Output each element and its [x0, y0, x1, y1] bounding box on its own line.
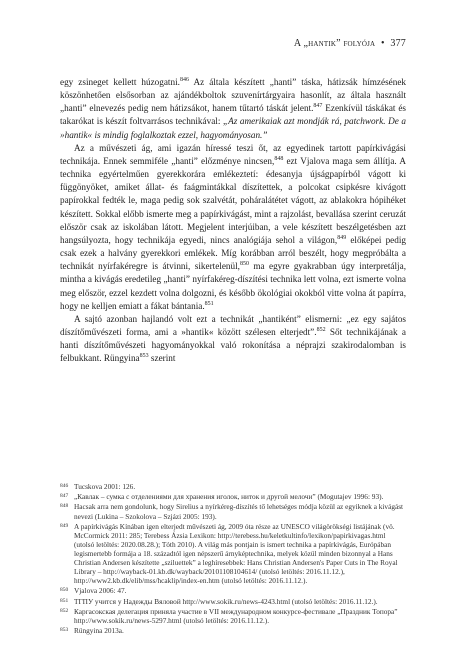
body-text: A sajtó azonban hajlandó volt ezt a technikát „hantiként” elismerni: „ez egy sajátos díszítőművészeti forma, ami a »hantik« között szélesen elterjedt”. — [60, 313, 406, 337]
footnote-ref: 851 — [204, 300, 214, 307]
page-number: 377 — [390, 38, 406, 49]
footnote-text: Каргасокская делегация приняла участие в VII международном конкурсе-фестивале „Праздник Топора” http://www.sokik.ru/news-5297.html (utolsó letöltés: 2016.11.12.). — [74, 606, 398, 625]
footnote-text: A papírkivágás Kínában igen elterjedt művészeti ág, 2009 óta része az UNESCO világörökségi listájának (vö. McCormick 2011: 285; Terebess Ázsia Lexikon: http://terebess.hu/keletkultinfo/lexikon/papirkivagas.html (utolsó letöltés: 2020.08.28.); Tóth 2010). A világ más pontjain is ismert technika a papírkivágás, Európában legismertebb formája a 18. századtól igen népszerű árnyképtechnika, melyek közül minden bizonnyal a Hans Christian Andersen készítette „sziluettek” a leghíresebbek: Hans Christian Andersen's Paper Cuts in The Royal Library – http://wayback-01.kb.dk/wayback/20101108104614/ (utolsó letöltés: 2016.11.12.), http://www2.kb.dk/elib/mss/hcaklip/index-en.htm (utolsó letöltés: 2016.11.12.). — [74, 521, 398, 586]
body-text: szerint — [148, 353, 176, 364]
footnote-number: 852 — [60, 607, 69, 614]
footnote-text: Hacsak arra nem gondolunk, hogy Sirelius a nyírkéreg-díszítés tő lehetséges módja közül az egyiknek a kivágást nevezi (Lukina – Szokolova – Szjázi 2005: 193). — [74, 502, 404, 521]
body-text: Ezenkívül táskákat és takarókat is készít foltvarrásos technikával: — [60, 103, 406, 127]
footnote-text: ТГПУ учится у Надежды Вяловой http://www.sokik.ru/news-4243.html (utolsó letöltés: 2016.11.12.). — [74, 596, 378, 606]
running-head-title: „hantik” folyója — [303, 38, 376, 49]
footnote — [60, 626, 406, 635]
quote-text: „Az amerikaiak azt mondják rá, patchwork. De a »hantik« is mindig foglalkoztak ezzel, hagyományosan.” — [60, 116, 406, 140]
main-text — [60, 76, 406, 365]
body-text: Sőt technikájának a hanti díszítőművészeti hagyományokkal való rokonítása a néprajzi szakirodalomban is felbukkant. Rüngyina — [60, 326, 406, 364]
footnote-ref: 848 — [274, 155, 284, 162]
footnote-text: Rüngyina 2013a. — [74, 626, 124, 636]
footnote — [60, 597, 406, 606]
footnote-number: 850 — [60, 587, 69, 594]
footnote — [60, 607, 406, 625]
footnote-text: Tucskova 2001: 126. — [74, 482, 136, 491]
footnote-number: 851 — [60, 597, 69, 604]
body-text: egy zsineget kellett húzogatni. — [60, 77, 180, 87]
footnote — [60, 482, 406, 491]
body-text: ezt Vjalova maga sem állítja. A technika egyértelműen gyerekkorára emlékeztetí: édesanyja újságpapírból vágott ki függönyöket, amiket állat- és faágmintákkal díszítettek, a polcokat csipkésre kivágott papírokkal fedték le, maga pedig sok szalvétát, poháralátétet vágott, az ablakokra hópihéket készített. Sokkal előbb ismerte meg a papírkivágást, mint a rajzolást, bevallása szerint ceruzát először csak az iskolában látott. Megjelent interjúiban, a vele készített beszélgetésben azt hangsúlyozta, hogy technikája egyedi, nincs analógiája sehol a világon, — [60, 155, 406, 245]
body-text: Az általa készített „hanti” táska, hátizsák hímzésének köszönhetően elsősorban az ajándékboltok szuvenírtárgyaira hasonlít, az általa használt „hanti” elnevezés pedig nem hátizsákot, hanem tűtartó táskát jelent. — [60, 77, 406, 114]
paragraph-1 — [60, 76, 406, 142]
body-text: ma egyre gyakrabban úgy interpretálja, mintha a kivágás eredetileg „hanti” nyírfakéreg-díszítési technika lett volna, ezt ismerte volna meg először, ezzel kezdett volna dolgozni, és később ökológiai okokból vitte volna át papírra, hogy ne kelljen emiatt a fákat bántania. — [60, 261, 406, 311]
footnote-ref: 846 — [179, 76, 189, 83]
body-text: előképei pedig csak ezek a halvány gyerekkori emlékek. Míg korábban arról beszélt, hogy megpróbálta a technikát nyírfakéregre is átvinni, sikertelenül, — [60, 234, 406, 272]
running-head-separator: • — [380, 38, 385, 49]
footnote-ref: 850 — [239, 261, 249, 268]
running-header — [294, 38, 406, 49]
footnote-number: 846 — [60, 483, 69, 489]
footnote-text: Vjalova 2006: 47. — [74, 586, 127, 596]
footnotes — [60, 482, 406, 636]
footnote-number: 849 — [60, 522, 69, 529]
paragraph-3 — [60, 313, 406, 366]
footnote-ref: 852 — [316, 326, 326, 333]
footnote — [60, 502, 406, 520]
footnote-text: „Кавлак – сумка с отделениями для хранения иголок, ниток и другой мелочи” (Mogutajev 1996: 93). — [74, 492, 384, 502]
footnote-ref: 853 — [139, 353, 149, 360]
footnote-number: 848 — [60, 503, 69, 510]
footnote-number: 853 — [60, 627, 69, 634]
footnote-ref: 849 — [337, 234, 347, 241]
footnote — [60, 586, 406, 595]
footnote — [60, 492, 406, 501]
footnote — [60, 522, 406, 585]
running-head-letter: A — [293, 38, 301, 49]
paragraph-2 — [60, 142, 406, 313]
footnote-number: 847 — [60, 493, 69, 500]
footnote-ref: 847 — [313, 103, 323, 110]
body-text: Az a művészeti ág, ami igazán híressé teszi őt, az egyedinek tartott papírkivágási technikája. Ennek semmiféle „hanti” előzménye nincsen, — [60, 142, 406, 166]
